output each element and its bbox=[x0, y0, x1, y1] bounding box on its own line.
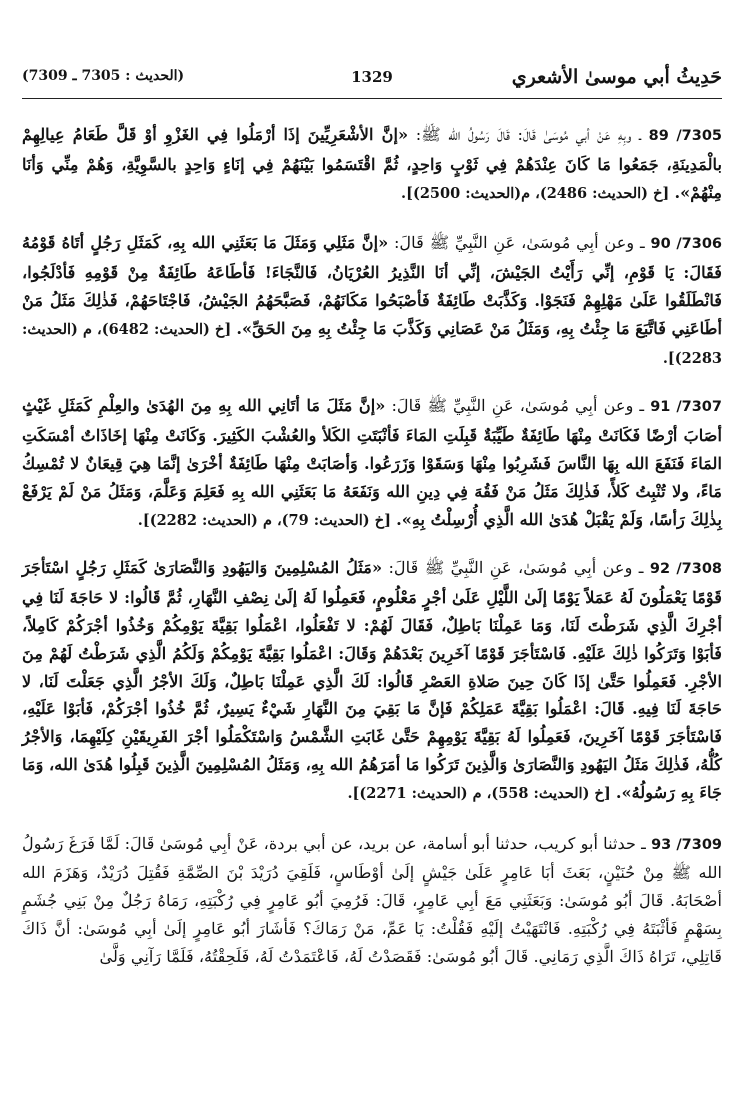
hadith-intro: ـ وعن أبِي مُوسَىٰ، عَنِ النَّبِيِّ ﷺ قَالَ: bbox=[393, 233, 645, 253]
hadith-reference: [خ (الحديث: 6482)، م (الحديث: 2283)]. bbox=[22, 320, 722, 367]
hadith-reference: [خ (الحديث: 558)، م (الحديث: 2271)]. bbox=[347, 784, 611, 802]
hadith-7308 bbox=[22, 554, 722, 807]
hadith-intro: ـ وعن أبِي مُوسَىٰ، عَنِ النَّبِيِّ ﷺ قَالَ: bbox=[391, 396, 645, 416]
page-body bbox=[22, 121, 722, 971]
hadith-text: «إنَّ مَثَلَ مَا أتَانِي الله بِهِ مِنَ الهُدَىٰ والعِلْمِ كَمَثَلِ غَيْثٍ أصَابَ أرْضًا فَكَانَتْ مِنْهَا طَائِفَةٌ طَيِّبَةٌ قَبِلَتِ المَاءَ فَأنْبَتَتِ الكَلأ والعُشْبَ الكَثِيرَ. وَكَانَتْ مِنْهَا إخَاذَاتٌ أمْسَكَتِ المَاءَ فَنَفَعَ الله بِهَا النَّاسَ فَشَرِبُوا مِنْهَا وَسَقَوْا وَزَرَعُوا. وَأصَابَتْ مِنْهَا طَائِفَةٌ أخْرَىٰ إنَّمَا هِيَ قِيعَانٌ لا تُمْسِكُ مَاءً، ولا تُنْبِتُ كَلأً، فَذٰلِكَ مَثَلُ مَنْ فَقُهَ فِي دِينِ الله وَنَفَعَهُ مَا بَعَثَنِي الله بِهِ فَعَلِمَ وَعَلَّمَ، وَمَثَلُ مَنْ لَمْ يَرْفَعْ بِذٰلِكَ رَأسًا، وَلَمْ يَقْبَلْ هُدَىٰ الله الَّذِي أُرْسِلْتُ بِهِ». bbox=[22, 396, 722, 529]
hadith-7305 bbox=[22, 121, 722, 207]
hadith-paragraph bbox=[22, 830, 722, 971]
hadith-reference: [خ (الحديث: 79)، م (الحديث: 2282)]. bbox=[137, 511, 391, 529]
hadith-range: (الحديث : 7305 ـ 7309) bbox=[22, 68, 185, 84]
hadith-text: لَمَّا فَرَغَ رَسُولُ الله ﷺ مِنْ حُنَيْنٍ، بَعَثَ أبَا عَامِرٍ عَلَىٰ جَيْشٍ إلَىٰ أوْطَاسٍ، فَلَقِيَ دُرَيْدَ بْنَ الصِّمَّةِ فَقُتِلَ دُرَيْدٌ، وَهَزَمَ الله أصْحَابَهُ. قَالَ أبُو مُوسَىٰ: وَبَعَثَنِي مَعَ أبِي عَامِرٍ، قَالَ: فَرُمِيَ أبُو عَامِرٍ فِي رُكْبَتِهِ، رَمَاهُ رَجُلٌ مِنْ بَنِي جُشَمٍ بِسَهْمٍ فَأثْبَتَهُ فِي رُكْبَتِهِ. فَانْتَهَيْتُ إلَيْهِ فَقُلْتُ: يَا عَمِّ، مَنْ رَمَاكَ؟ فَأشَارَ أبُو عَامِرٍ إلَىٰ أبِي مُوسَىٰ: أنَّ ذَاكَ قَاتِلِي، تَرَاهُ ذَاكَ الَّذِي رَمَانِي. قَالَ أبُو مُوسَىٰ: فَقَصَدْتُ لَهُ، فَاعْتَمَدْتُ لَهُ، فَلَحِقْتُهُ، فَلَمَّا رَآنِي وَلَّىٰ bbox=[22, 833, 722, 966]
hadith-text: «إنَّ مَثَلِي وَمَثَلَ مَا بَعَثَنِي الله بِهِ، كَمَثَلِ رَجُلٍ أتَاهُ قَوْمُهُ فَقَالَ: يَا قَوْمِ، إنِّي رَأَيْتُ الجَيْشَ، إنِّي أنَا النَّذِيرُ العُرْيَانُ، فَالنَّجَاءَ! فَأطَاعَهُ طَائِفَةٌ مِنْ قَوْمِهِ فَأدْلَجُوا، فَانْطَلَقُوا عَلَىٰ مَهْلِهِمْ فَنَجَوْا. وَكَذَّبَتْ طَائِفَةٌ فَأصْبَحُوا مَكَانَهُمْ، فَصَبَّحَهُمُ الجَيْشُ، فَاجْتَاحَهُمْ، فَذٰلِكَ مَثَلُ مَنْ أطَاعَنِي فَاتَّبَعَ مَا جِئْتُ بِهِ، وَمَثَلُ مَنْ عَصَانِي وَكَذَّبَ مَا جِئْتُ بِهِ مِنَ الحَقِّ». bbox=[22, 233, 722, 338]
hadith-reference: [خ (الحديث: 2486)، م(الحديث: 2500)]. bbox=[401, 184, 670, 202]
hadith-intro: ـ حدثنا أبو كريب، حدثنا أبو أسامة، عن بريد، عن أبي بردة، عَنْ أبِي مُوسَىٰ قَالَ: bbox=[124, 833, 646, 853]
hadith-intro: ـ وبِهِ عَنْ أبي مُوسَىٰ قَالَ: قَالَ رَسُولُ الله ﷺ: bbox=[415, 125, 642, 144]
hadith-number: 7308/ 92 bbox=[649, 561, 722, 578]
hadith-number: 7309/ 93 bbox=[651, 836, 722, 853]
hadith-paragraph bbox=[22, 229, 722, 372]
hadith-number: 7307/ 91 bbox=[650, 399, 722, 416]
hadith-paragraph bbox=[22, 121, 722, 207]
page-header bbox=[22, 62, 722, 96]
hadith-text: «إنَّ الأشْعَرِيِّينَ إذَا أرْمَلُوا فِي الغَزْوِ أوْ قَلَّ طَعَامُ عِيالِهِمْ بالْمَدِينَةِ، جَمَعُوا مَا كَانَ عِنْدَهُمْ فِي ثَوْبٍ وَاحِدٍ، ثُمَّ اقْتَسَمُوا بَيْنَهُمْ فِي إنَاءٍ وَاحِدٍ بالسَّوِيَّةِ، وَهُمْ مِنِّي وَأنَا مِنْهُمْ». bbox=[22, 125, 722, 202]
hadith-intro: ـ وعن أبِي مُوسَىٰ، عَنِ النَّبِيِّ ﷺ قَالَ: bbox=[388, 558, 644, 578]
hadith-7306 bbox=[22, 229, 722, 372]
hadith-paragraph bbox=[22, 554, 722, 807]
header-rule bbox=[22, 98, 722, 99]
page-number: 1329 bbox=[351, 68, 393, 86]
book-page bbox=[22, 62, 722, 971]
running-title: حَدِيثُ أبي موسىٰ الأشعري bbox=[511, 66, 722, 88]
hadith-paragraph bbox=[22, 392, 722, 534]
hadith-7307 bbox=[22, 392, 722, 534]
hadith-7309 bbox=[22, 830, 722, 971]
hadith-number: 7306/ 90 bbox=[650, 236, 722, 253]
hadith-number: 7305/ 89 bbox=[648, 128, 722, 144]
hadith-text: «مَثَلُ المُسْلِمِينَ وَاليَهُودِ وَالنَّصَارَىٰ كَمَثَلِ رَجُلٍ اسْتَأجَرَ قَوْمًا يَعْمَلُونَ لَهُ عَمَلاً يَوْمًا إلَىٰ اللَّيْلِ عَلَىٰ أجْرٍ مَعْلُومٍ، فَعَمِلُوا لَهُ إلَىٰ نِصْفِ النَّهَارِ، ثُمَّ قَالُوا: لا حَاجَةَ لَنَا فِي أجْرِكَ الَّذِي شَرَطْتَ لَنَا، وَمَا عَمِلْنَا بَاطِلٌ، فَقَالَ لَهُمْ: لا تَفْعَلُوا، اعْمَلُوا بَقِيَّةَ يَوْمِكُمْ وَخُذُوا أجْرَكُمْ كَامِلاً، فَأبَوْا وَتَرَكُوا ذٰلِكَ عَلَيْهِ. فَاسْتَأجَرَ قَوْمًا آخَرِينَ بَعْدَهُمْ وَقَالَ: اعْمَلُوا بَقِيَّةَ يَوْمِكُمْ وَلَكُمُ الَّذِي شَرَطْتُ لَهُمْ مِنَ الأجْرِ. فَعَمِلُوا حَتَّىٰ إذَا كَانَ حِينَ صَلاةِ العَصْرِ قَالُوا: لَكَ الَّذِي عَمِلْنَا بَاطِلٌ، وَلَكَ الأجْرُ الَّذِي جَعَلْتَ لَنَا، لا حَاجَةَ لَنَا فِيهِ. قَالَ: اعْمَلُوا بَقِيَّةَ عَمَلِكُمْ فَإنَّ مَا بَقِيَ مِنَ النَّهَارِ شَيْءٌ يَسِيرٌ، ثُمَّ خُذُوا أجْرَكُمْ، فَأبَوْا عَلَيْهِ، فَاسْتَأجَرَ قَوْمًا آخَرِينَ، فَعَمِلُوا لَهُ بَقِيَّةَ يَوْمِهِمْ حَتَّىٰ غَابَتِ الشَّمْسُ وَاسْتَكْمَلُوا أجْرَ الفَرِيقَيْنِ كِلَيْهِمَا، وَالأجْرُ كُلُّهُ، فَذٰلِكَ مَثَلُ اليَهُودِ وَالنَّصَارَىٰ وَالَّذِينَ تَرَكُوا مَا أمَرَهُمُ الله بِهِ، وَمَثَلُ المُسْلِمِينَ الَّذِينَ قَبِلُوا هُدَىٰ الله، وَمَا جَاءَ بِهِ رَسُولُهُ». bbox=[22, 558, 722, 802]
